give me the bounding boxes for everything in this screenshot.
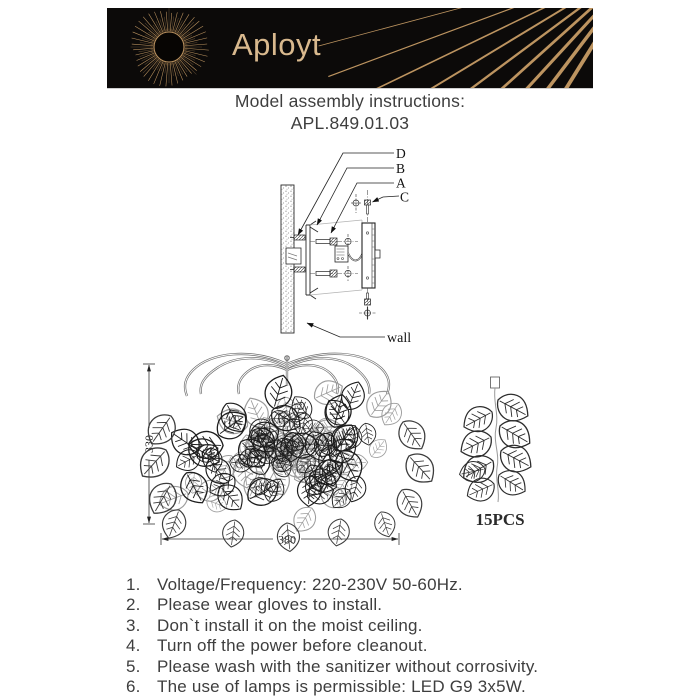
brand-wordmark: Aployt [232,27,322,62]
leaf-shape [310,376,347,410]
leaf-shape [361,385,398,423]
instruction-list [126,575,596,697]
instruction-number: 1. [126,575,141,594]
instruction-text: Voltage/Frequency: 220-230V 50-60Hz. [157,575,463,594]
instruction-item [126,575,596,595]
leaf-shape [338,378,369,413]
strand-connector [491,377,500,388]
instruction-item [126,595,596,615]
wall-label: wall [387,331,412,346]
leaf-shape [365,435,391,462]
leaf-shape [455,425,496,463]
model-number: APL.849.01.03 [290,113,410,133]
instruction-item [126,616,596,636]
leader-lines [298,153,399,337]
page-title: Model assembly instructions: [234,91,466,111]
wire-connector [335,246,364,262]
label-part-b: B [396,161,406,176]
leaf-shape [158,506,190,542]
height-dim-value: 330 [142,435,156,453]
leaf-shape [399,447,440,490]
title-block [0,90,700,134]
top-screw [351,190,371,223]
instruction-number: 4. [126,636,141,656]
banner-graphic [107,8,593,88]
mounting-bracket [306,221,318,299]
instruction-text: Turn off the power before cleanout. [157,636,428,656]
brand-banner [107,8,593,89]
leaf-shape [175,467,214,509]
instruction-item [126,677,596,697]
mounting-diagram [250,145,420,350]
leaf-cluster [135,372,440,553]
sunburst-core [154,32,184,62]
strand-count-label: 15PCS [475,510,525,529]
leaf-shape [260,461,295,500]
leaf-shape [221,519,246,549]
leaf-shape [463,474,499,506]
instruction-text: Don`t install it on the moist ceiling. [157,615,423,635]
width-dim-value: 380 [278,532,296,547]
leaf-shape [492,388,534,427]
lamp-arms [185,354,389,396]
label-part-c: C [400,189,410,205]
wall-section [281,185,301,333]
instruction-item [126,636,596,656]
instruction-text: The use of lamps is permissible: LED G9 3x5W. [157,677,526,697]
leaf-shape [458,401,498,438]
instruction-number: 6. [126,677,141,697]
junction-box [286,248,301,264]
leaf-shape [371,509,398,540]
leaf-shape [495,439,537,478]
leaf-shape [493,415,536,455]
leaf-shape [377,399,406,430]
socket-mount [375,250,380,258]
label-part-d: D [396,146,406,161]
bottom-screw [359,288,376,321]
instruction-number: 5. [126,656,141,676]
leaf-strand-drawing [450,372,550,537]
instruction-text: Please wear gloves to install. [157,595,383,615]
leaf-shape [345,454,368,472]
instruction-number: 2. [126,595,141,615]
instruction-item [126,657,596,677]
instruction-number: 3. [126,615,141,635]
lamp-drawing [135,352,440,557]
leaf-shape [392,484,428,523]
label-part-a: A [396,175,406,191]
leaf-shape [326,517,352,548]
lamp-backplate [362,223,380,288]
instruction-text: Please wash with the sanitizer without corrosivity. [157,656,539,676]
